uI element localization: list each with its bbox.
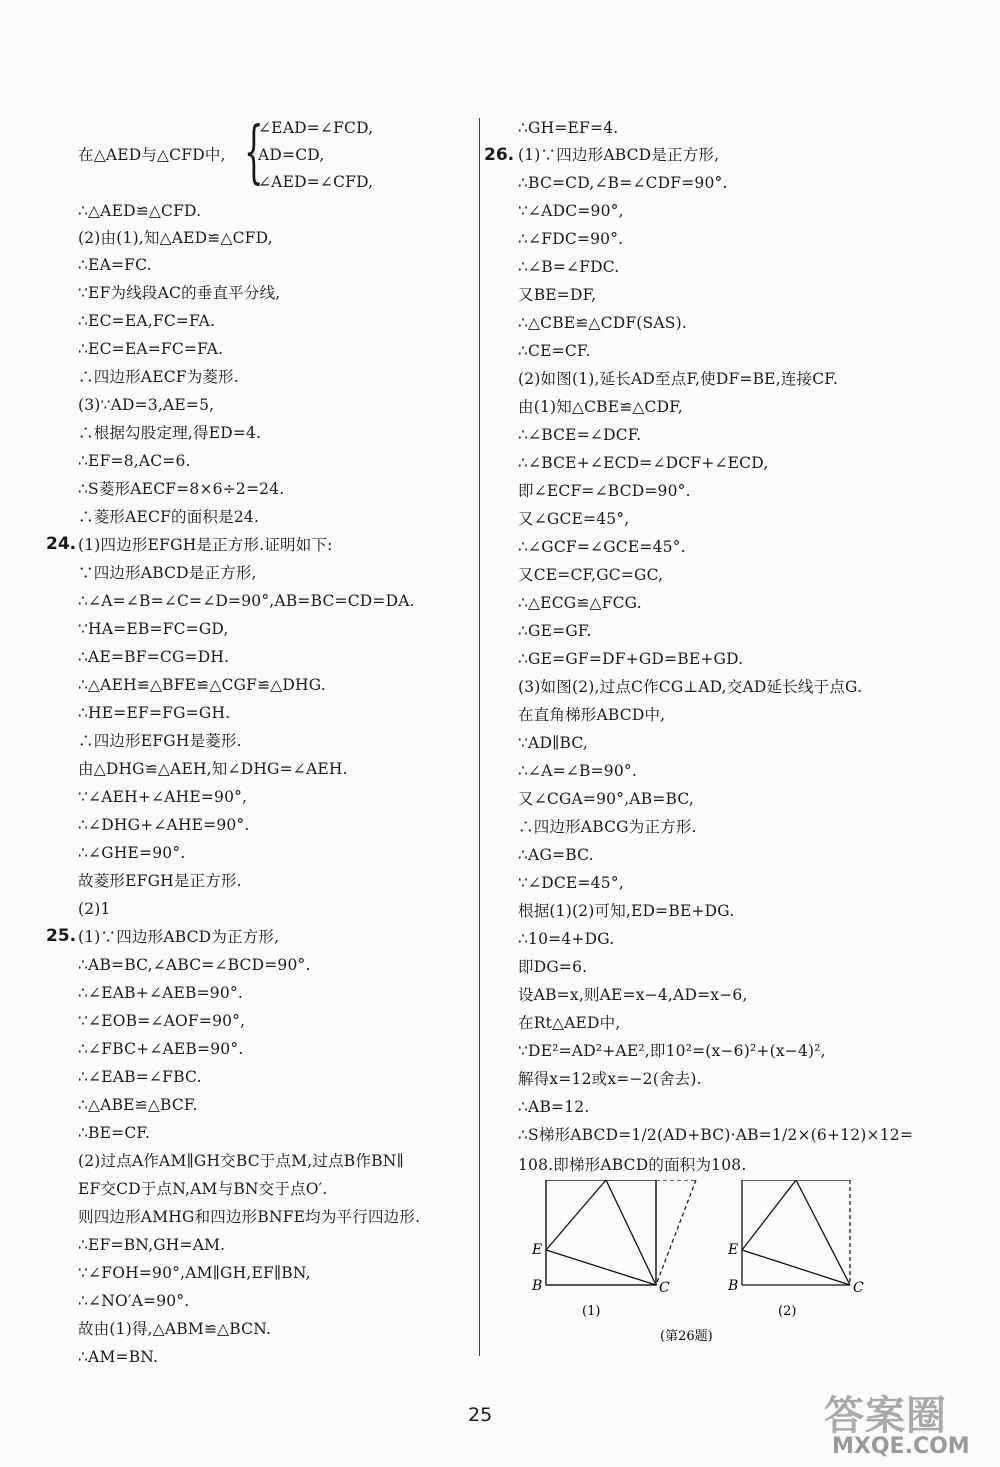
text-line: ∴∠A=∠B=90°. [518,762,637,780]
text-line: ∴CE=CF. [518,342,591,360]
question-number: 26. [484,145,515,165]
watermark-url: MXQE.COM [832,1434,970,1459]
text-line: ∴△AED≌△CFD. [78,202,202,220]
text-line: (3)∵AD=3,AE=5, [78,396,215,414]
text-line: ∴∠FDC=90°. [518,230,624,248]
text-line: ∴GH=EF=4. [518,119,619,137]
text-line: 在Rt△AED中, [518,1014,621,1032]
figure-caption: (第26题) [660,1329,713,1344]
text-line: ∴AM=BN. [78,1348,159,1366]
text-line: ∴AB=12. [518,1098,590,1116]
text-line: ∴EC=EA=FC=FA. [78,340,224,358]
text-line: ∴∠EAB+∠AEB=90°. [78,984,244,1002]
text-line: 则四边形AMHG和四边形BNFE均为平行四边形. [78,1208,421,1226]
text-line: ∴∠DHG+∠AHE=90°. [78,816,250,834]
text-line: ∴△ECG≌△FCG. [518,594,642,612]
figure-2-caption: (2) [778,1304,797,1319]
square-abcd [546,1180,656,1285]
text-line: 又CE=CF,GC=GC, [518,566,664,584]
segment-dc [796,1180,850,1285]
text-line: ∴S菱形AECF=8×6÷2=24. [78,480,285,498]
text-line: ∴四边形AECF为菱形. [78,368,239,386]
text-line: (1)∵四边形ABCD是正方形, [518,146,720,164]
column-divider [479,118,480,1356]
text-line: 即DG=6. [518,958,588,976]
text-line: 解得x=12或x=−2(舍去). [518,1070,702,1088]
text-line: ∴AB=BC,∠ABC=∠BCD=90°. [78,956,311,974]
text-line: ∵AD∥BC, [518,734,588,752]
label-e: E [728,1242,739,1258]
segment-ge [546,1180,606,1250]
text-line: ∴∠FBC+∠AEB=90°. [78,1040,244,1058]
text-line: ∵EF为线段AC的垂直平分线, [78,284,281,302]
segment-fc [656,1180,696,1285]
label-b: B [532,1278,543,1294]
figure-26 [520,1180,960,1380]
text-line: ∴根据勾股定理,得ED=4. [78,424,262,442]
text-line: (2)过点A作AM∥GH交BC于点M,过点B作BN∥ [78,1152,404,1170]
text-line: ∴10=4+DG. [518,930,615,948]
brace-line: ∠EAD=∠FCD, [258,119,374,137]
text-line: 又BE=DF, [518,286,597,304]
text-line: ∴EC=EA,FC=FA. [78,312,216,330]
watermark-logo: 答案圈 [824,1393,947,1439]
text-line: (2)由(1),知△AED≌△CFD, [78,229,273,247]
figure-1-caption: (1) [582,1304,601,1319]
text-line: ∴△ABE≌△BCF. [78,1096,198,1114]
brace-symbol: { [244,113,264,192]
text-line: ∵DE²=AD²+AE²,即10²=(x−6)²+(x−4)², [518,1042,826,1060]
text-line: ∴BE=CF. [78,1124,151,1142]
text-line: ∵HA=EB=FC=GD, [78,620,229,638]
label-c: C [659,1280,670,1296]
text-line: ∴四边形ABCG为正方形. [518,818,697,836]
text-line: ∴AG=BC. [518,846,594,864]
figure-2 [727,1180,864,1319]
text-line: (2)如图(1),延长AD至点F,使DF=BE,连接CF. [518,370,838,388]
text-line: ∴HE=EF=FG=GH. [78,704,231,722]
segment-ec [546,1250,656,1285]
text-line: ∴EF=8,AC=6. [78,452,191,470]
question-number: 25. [46,926,77,946]
text-line: ∴△AEH≌△BFE≌△CGF≌△DHG. [78,676,326,694]
text-line: ∴∠GCF=∠GCE=45°. [518,538,686,556]
text-line: 由(1)知△CBE≌△CDF, [518,398,683,416]
text-line: 由△DHG≌△AEH,知∠DHG=∠AEH. [78,760,348,778]
text-line: ∵∠EOB=∠AOF=90°, [78,1012,246,1030]
brace-line: ∠AED=∠CFD, [258,173,374,191]
text-line: (3)如图(2),过点C作CG⊥AD,交AD延长线于点G. [518,678,863,696]
text-line: ∵四边形ABCD是正方形, [78,564,257,582]
page-number: 25 [468,1404,493,1426]
text-line: ∴∠BCE=∠DCF. [518,426,642,444]
segment-de [742,1180,796,1250]
figure-1 [531,1180,709,1319]
text-line: ∴菱形AECF的面积是24. [78,508,260,526]
text-line: 设AB=x,则AE=x−4,AD=x−6, [518,986,748,1004]
text-line: ∴四边形EFGH是菱形. [78,732,242,750]
segment-gc [606,1180,656,1285]
text-line: ∴EA=FC. [78,256,152,274]
q23-intro: 在△AED与△CFD中, [78,146,226,164]
text-line: ∴∠NO′A=90°. [78,1292,190,1310]
text-line: ∴BC=CD,∠B=∠CDF=90°. [518,174,728,192]
text-line: ∴EF=BN,GH=AM. [78,1236,226,1254]
text-line: ∴△CBE≌△CDF(SAS). [518,314,687,332]
text-line: ∴S梯形ABCD=1/2(AD+BC)·AB=1/2×(6+12)×12= [518,1126,914,1144]
segment-ec [742,1250,850,1285]
text-line: 在直角梯形ABCD中, [518,706,666,724]
question-number: 24. [46,534,77,554]
text-line: ∴GE=GF. [518,622,592,640]
text-line: 根据(1)(2)可知,ED=BE+DG. [518,902,735,920]
text-line: 108.即梯形ABCD的面积为108. [518,1156,747,1174]
label-b: B [728,1278,739,1294]
text-line: ∴∠A=∠B=∠C=∠D=90°,AB=BC=CD=DA. [78,592,415,610]
brace-line: AD=CD, [258,146,325,164]
text-line: 即∠ECF=∠BCD=90°. [518,482,691,500]
text-line: 故由(1)得,△ABM≌△BCN. [78,1320,272,1338]
text-line: ∴∠BCE+∠ECD=∠DCF+∠ECD, [518,454,769,472]
label-e: E [532,1242,543,1258]
text-line: ∵∠DCE=45°, [518,874,624,892]
text-line: ∴∠EAB=∠FBC. [78,1068,202,1086]
watermark [824,1384,970,1459]
text-line: 又∠CGA=90°,AB=BC, [518,790,694,808]
text-line: ∴∠GHE=90°. [78,844,186,862]
text-line: ∴AE=BF=CG=DH. [78,648,230,666]
text-line: (1)四边形EFGH是正方形.证明如下: [78,536,333,554]
label-c: C [853,1280,864,1296]
text-line: ∵∠ADC=90°, [518,202,624,220]
text-line: (2)1 [78,900,111,918]
text-line: ∴∠B=∠FDC. [518,258,620,276]
text-line: EF交CD于点N,AM与BN交于点O′. [78,1180,328,1198]
text-line: ∵∠FOH=90°,AM∥GH,EF∥BN, [78,1264,311,1282]
text-line: 又∠GCE=45°, [518,510,630,528]
text-line: ∴GE=GF=DF+GD=BE+GD. [518,650,744,668]
text-line: (1)∵四边形ABCD为正方形, [78,928,280,946]
text-line: 故菱形EFGH是正方形. [78,872,242,890]
text-line: ∵∠AEH+∠AHE=90°, [78,788,248,806]
